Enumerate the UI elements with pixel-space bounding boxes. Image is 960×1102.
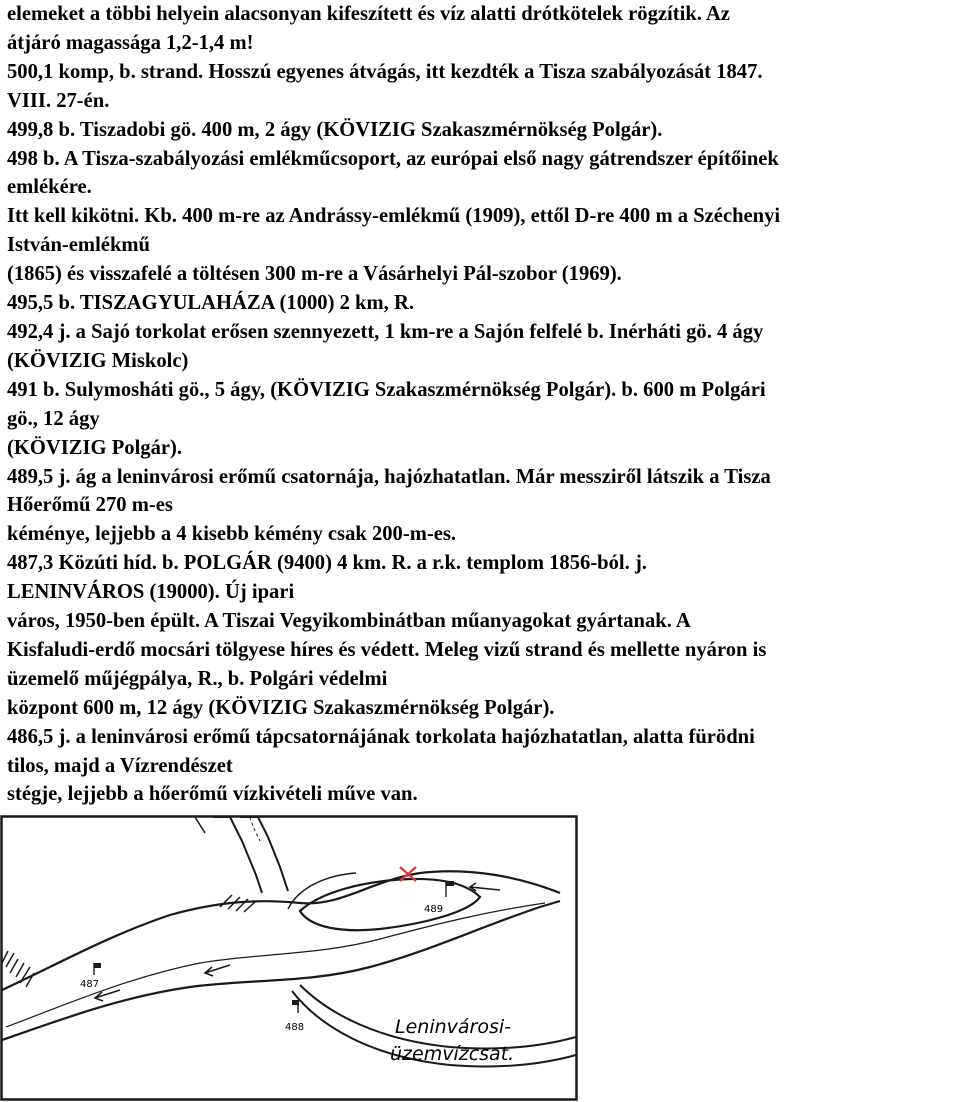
text-line: elemeket a többi helyein alacsonyan kifeszített és víz alatti drótkötelek rögzítik. Az — [7, 3, 730, 25]
text-line: üzemelő műjégpálya, R., b. Polgári védelmi — [7, 667, 388, 690]
text-line: tilos, majd a Vízrendészet — [7, 754, 233, 777]
text-line: 487,3 Közúti híd. b. POLGÁR (9400) 4 km. R. a r.k. templom 1856-ból. j. — [7, 552, 647, 575]
text-line: (KÖVIZIG Polgár). — [7, 436, 183, 459]
text-line: 498 b. A Tisza-szabályozási emlékműcsoport, az európai első nagy gátrendszer építőinek — [7, 147, 779, 170]
text-line: Itt kell kikötni. Kb. 400 m-re az Andrássy-emlékmű (1909), ettől D-re 400 m a Széchenyi — [7, 205, 781, 228]
text-line: stégje, lejjebb a hőerőmű vízkivételi műve van. — [7, 783, 418, 806]
text-line: LENINVÁROS (19000). Új ipari — [7, 581, 295, 604]
text-line: 500,1 komp, b. strand. Hosszú egyenes átvágás, itt kezdték a Tisza szabályozását 1847. — [7, 60, 763, 83]
km-label-489: 489 — [424, 904, 444, 915]
text-line: átjáró magassága 1,2-1,4 m! — [7, 31, 254, 54]
text-line: István-emlékmű — [7, 234, 151, 257]
text-line: VIII. 27-én. — [7, 89, 110, 112]
text-line: gö., 12 ágy — [7, 407, 100, 430]
channel-label-line-2: üzemvízcsat. — [390, 1043, 515, 1065]
text-line: 492,4 j. a Sajó torkolat erősen szennyezett, 1 km-re a Sajón felfelé b. Inérháti gö. 4 ágy — [7, 320, 764, 343]
river-map — [0, 815, 580, 1102]
text-line: 495,5 b. TISZAGYULAHÁZA (1000) 2 km, R. — [7, 292, 414, 315]
text-line: 491 b. Sulymosháti gö., 5 ágy, (KÖVIZIG Szakaszmérnökség Polgár). b. 600 m Polgári — [7, 378, 766, 401]
text-line: központ 600 m, 12 ágy (KÖVIZIG Szakaszmérnökség Polgár). — [7, 696, 555, 719]
text-line: (KÖVIZIG Miskolc) — [7, 349, 189, 372]
text-line: város, 1950-ben épült. A Tiszai Vegyikombinátban műanyagokat gyártanak. A — [7, 610, 691, 633]
text-line: Hőerőmű 270 m-es — [7, 494, 173, 517]
guide-text — [7, 0, 957, 809]
text-line: emlékére. — [7, 176, 92, 199]
river-map-drawing — [0, 815, 580, 1102]
km-label-487: 487 — [80, 979, 100, 990]
km-label-488: 488 — [285, 1022, 305, 1033]
text-line: 489,5 j. ág a leninvárosi erőmű csatornája, hajózhatatlan. Már messziről látszik a Tisza — [7, 465, 771, 488]
channel-label-line-1: Leninvárosi- — [395, 1016, 511, 1038]
text-line: 499,8 b. Tiszadobi gö. 400 m, 2 ágy (KÖVIZIG Szakaszmérnökség Polgár). — [7, 118, 663, 141]
text-line: 486,5 j. a leninvárosi erőmű tápcsatornájának torkolata hajózhatatlan, alatta fürödni — [7, 725, 755, 748]
text-line: (1865) és visszafelé a töltésen 300 m-re a Vásárhelyi Pál-szobor (1969). — [7, 263, 622, 286]
text-line: Kisfaludi-erdő mocsári tölgyese híres és védett. Meleg vizű strand és mellette nyáron is — [7, 638, 767, 661]
text-line: kéménye, lejjebb a 4 kisebb kémény csak 200-m-es. — [7, 523, 457, 546]
